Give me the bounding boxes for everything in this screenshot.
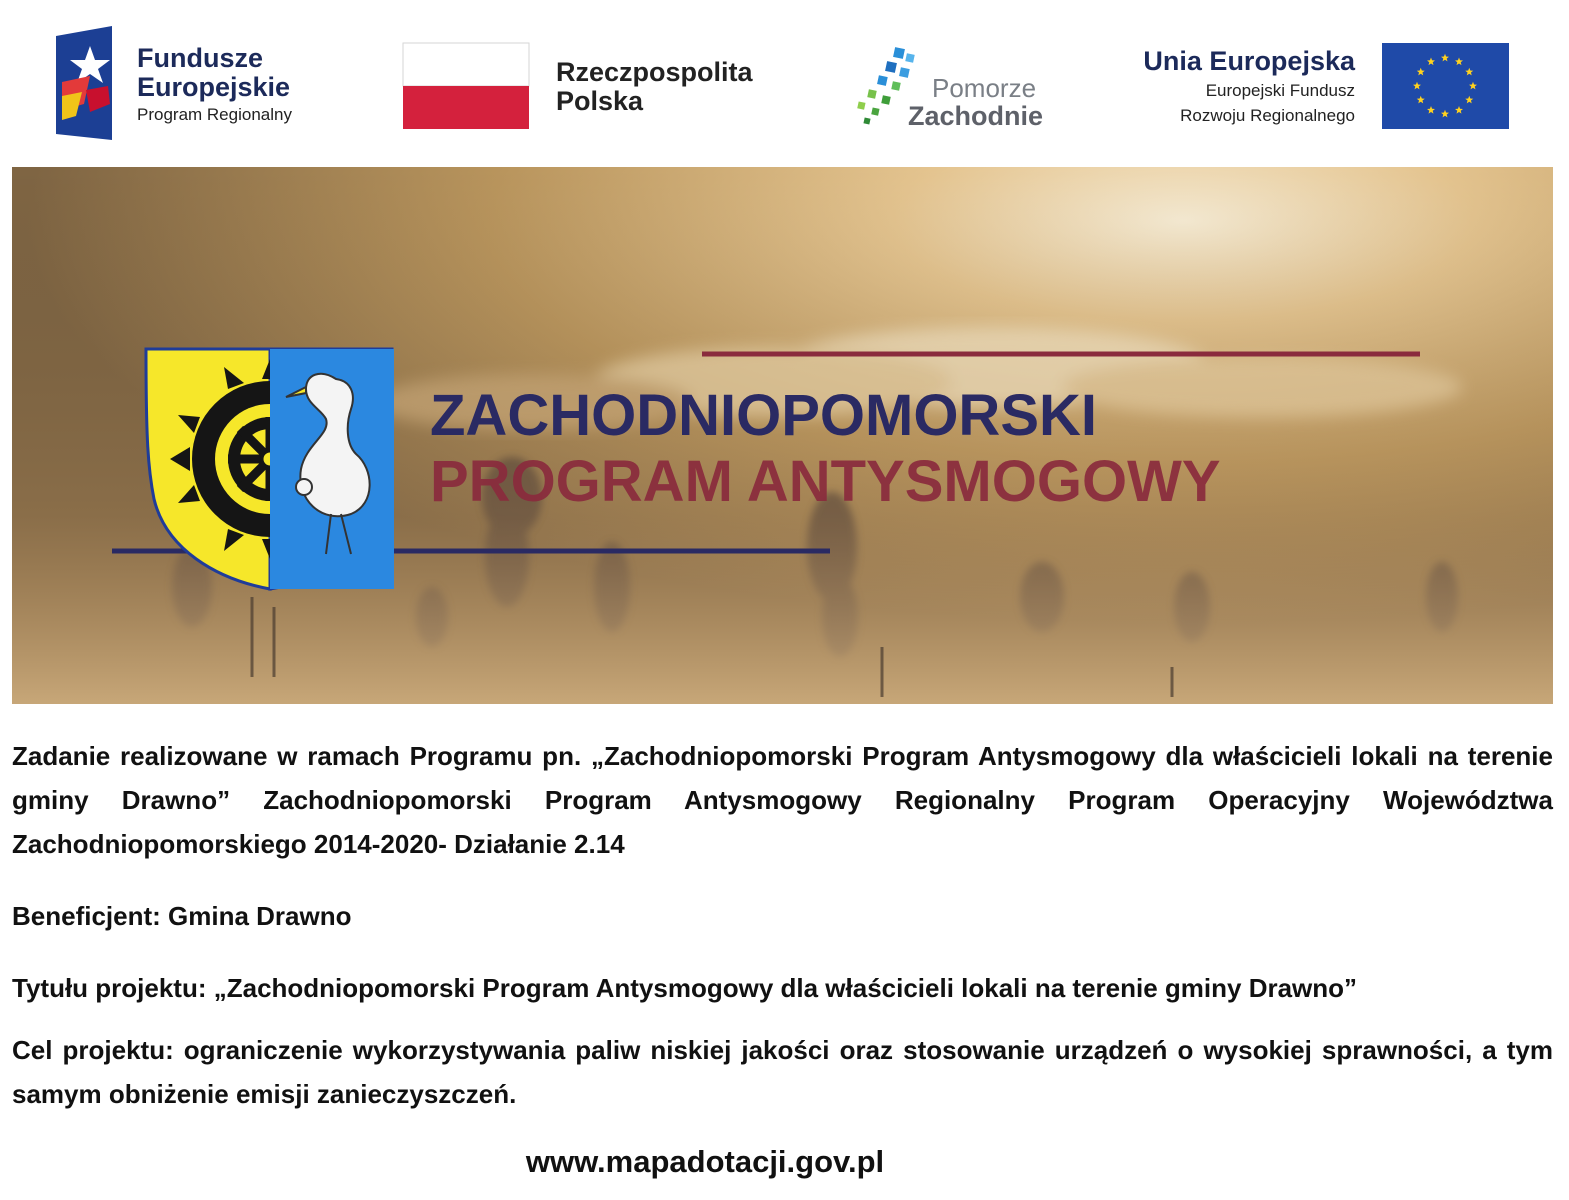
banner-title-line1: ZACHODNIOPOMORSKI bbox=[430, 383, 1097, 448]
logo-strip bbox=[0, 0, 1569, 160]
rzeczpospolita-line1: Rzeczpospolita bbox=[556, 57, 753, 87]
smog-banner bbox=[12, 167, 1553, 704]
banner-title-line2: PROGRAM ANTYSMOGOWY bbox=[430, 449, 1221, 514]
unia-line1: Unia Europejska bbox=[1143, 46, 1355, 76]
unia-line3: Rozwoju Regionalnego bbox=[1180, 106, 1355, 125]
project-goal-paragraph: Cel projektu: ograniczenie wykorzystywania paliw niskiej jakości oraz stosowanie urządzeń o wysokiej sprawności, a tym samym obniżenie emisji zanieczyszczeń. bbox=[12, 1035, 1553, 1109]
fundusze-line2: Europejskie bbox=[137, 72, 291, 102]
fundusze-line3: Program Regionalny bbox=[137, 105, 292, 124]
unia-europejska-logo bbox=[0, 0, 1569, 160]
eu-flag-icon bbox=[1381, 42, 1511, 132]
unia-line2: Europejski Fundusz bbox=[1205, 81, 1355, 100]
project-title-line: Tytułu projektu: „Zachodniopomorski Program Antysmogowy dla właścicieli lokali na terenie gminy Drawno” bbox=[12, 973, 1358, 1003]
pomorze-line1: Pomorze bbox=[932, 73, 1037, 103]
pomorze-line2: Zachodnie bbox=[908, 101, 1044, 131]
website-link[interactable]: www.mapadotacji.gov.pl bbox=[525, 1144, 885, 1179]
fundusze-line1: Fundusze bbox=[137, 43, 263, 73]
unia-europejska-text bbox=[1143, 44, 1355, 128]
banner-title bbox=[430, 383, 1221, 515]
beneficiary-line: Beneficjent: Gmina Drawno bbox=[12, 901, 352, 931]
rzeczpospolita-line2: Polska bbox=[556, 86, 644, 116]
task-paragraph: Zadanie realizowane w ramach Programu pn. „Zachodniopomorski Program Antysmogowy dla właścicieli lokali na terenie gminy Drawno” Zachodniopomorski Program Antysmogowy Regionalny Program Operacyjny Województwa Zachodniopomorskiego 2014-2020- Działanie 2.14 bbox=[12, 741, 1553, 859]
